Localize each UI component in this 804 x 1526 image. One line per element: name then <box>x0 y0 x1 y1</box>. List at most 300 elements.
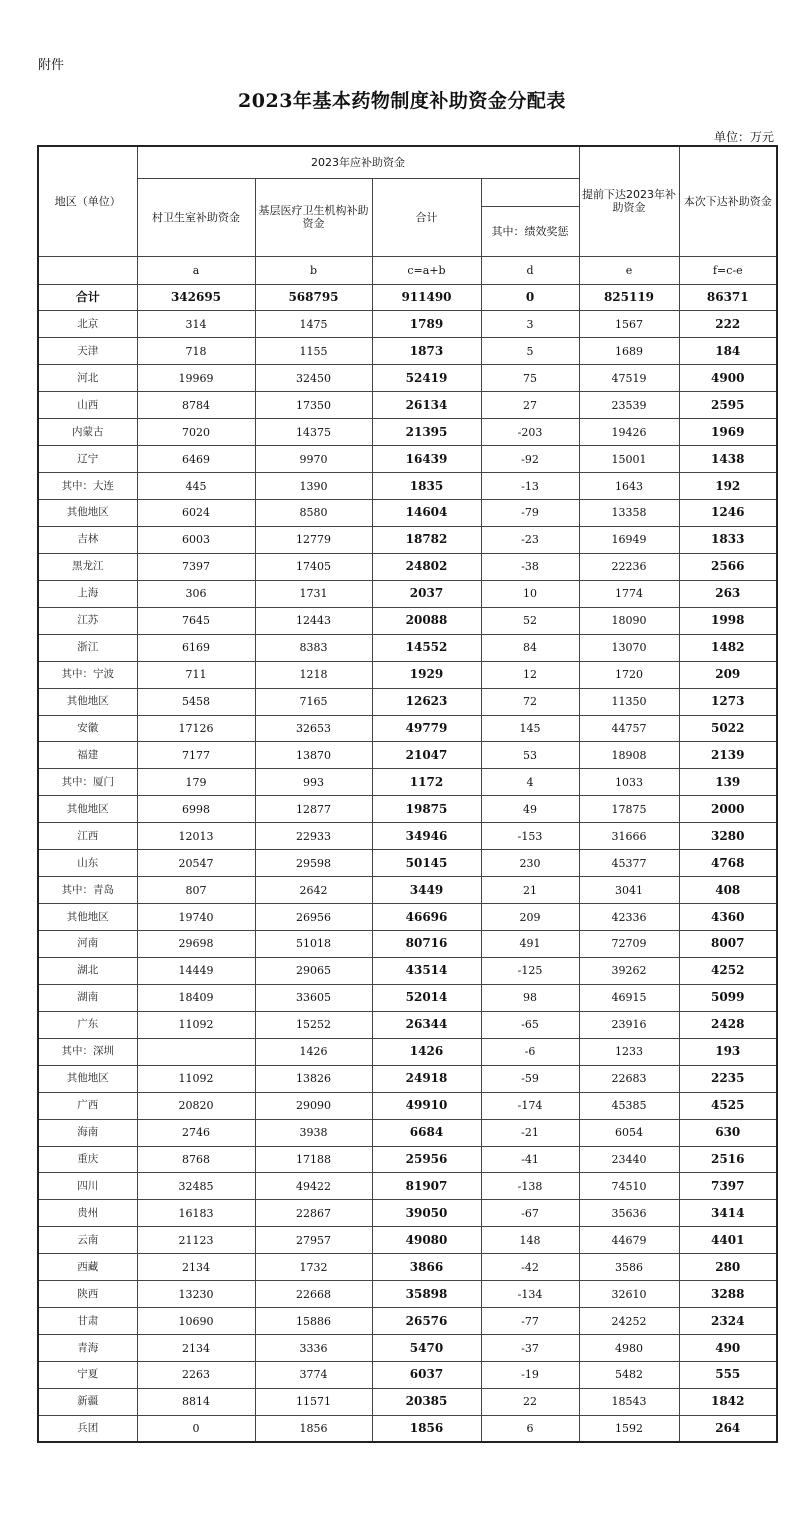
table-row <box>38 607 777 634</box>
value-cell-a: 7020 <box>137 419 255 446</box>
value-cell-f: 5099 <box>679 984 777 1011</box>
value-cell-c: 49080 <box>372 1227 481 1254</box>
value-cell-c: 81907 <box>372 1173 481 1200</box>
value-cell-d: 145 <box>481 715 579 742</box>
value-cell-e: 18543 <box>579 1388 679 1415</box>
value-cell-e: 19426 <box>579 419 679 446</box>
value-cell-b: 12779 <box>255 526 372 553</box>
value-cell-b: 1475 <box>255 311 372 338</box>
value-cell-f: 4525 <box>679 1092 777 1119</box>
value-cell-e: 44679 <box>579 1227 679 1254</box>
value-cell-f: 630 <box>679 1119 777 1146</box>
value-cell-d: 21 <box>481 877 579 904</box>
value-cell-b: 1218 <box>255 661 372 688</box>
value-cell-b: 22668 <box>255 1281 372 1308</box>
value-cell-e: 22683 <box>579 1065 679 1092</box>
value-cell-c: 16439 <box>372 446 481 473</box>
region-cell: 安徽 <box>38 715 137 742</box>
value-cell-c: 1426 <box>372 1038 481 1065</box>
table-row <box>38 1092 777 1119</box>
region-cell: 上海 <box>38 580 137 607</box>
value-cell-c: 1856 <box>372 1415 481 1442</box>
value-cell-b: 29090 <box>255 1092 372 1119</box>
value-cell-b: 17350 <box>255 392 372 419</box>
value-cell-f: 3288 <box>679 1281 777 1308</box>
region-cell: 广东 <box>38 1011 137 1038</box>
value-cell-e: 15001 <box>579 446 679 473</box>
value-cell-b: 17405 <box>255 553 372 580</box>
table-row <box>38 1388 777 1415</box>
value-cell-d: -79 <box>481 500 579 527</box>
value-cell-b: 26956 <box>255 904 372 931</box>
value-cell-d: -19 <box>481 1362 579 1389</box>
header-performance: 其中：绩效奖惩 <box>481 206 579 256</box>
value-cell-e: 47519 <box>579 365 679 392</box>
value-cell-e: 74510 <box>579 1173 679 1200</box>
value-cell-e: 1033 <box>579 769 679 796</box>
value-cell-d: 75 <box>481 365 579 392</box>
header-total: 合计 <box>372 178 481 256</box>
value-cell-a: 342695 <box>137 284 255 311</box>
header-2023-due-funds: 2023年应补助资金 <box>137 146 579 178</box>
value-cell-d: -92 <box>481 446 579 473</box>
value-cell-f: 555 <box>679 1362 777 1389</box>
value-cell-d: 10 <box>481 580 579 607</box>
header-grassroots-institutions: 基层医疗卫生机构补助资金 <box>255 178 372 256</box>
value-cell-e: 11350 <box>579 688 679 715</box>
region-cell: 兵团 <box>38 1415 137 1442</box>
value-cell-c: 21047 <box>372 742 481 769</box>
value-cell-d: 27 <box>481 392 579 419</box>
value-cell-a: 2263 <box>137 1362 255 1389</box>
value-cell-c: 3449 <box>372 877 481 904</box>
value-cell-f: 4900 <box>679 365 777 392</box>
value-cell-e: 1233 <box>579 1038 679 1065</box>
value-cell-e: 13358 <box>579 500 679 527</box>
value-cell-d: 6 <box>481 1415 579 1442</box>
value-cell-c: 1789 <box>372 311 481 338</box>
table-row <box>38 1200 777 1227</box>
value-cell-e: 4980 <box>579 1335 679 1362</box>
value-cell-d: 230 <box>481 850 579 877</box>
value-cell-a: 306 <box>137 580 255 607</box>
attachment-label: 附件 <box>38 58 65 73</box>
table-row <box>38 1119 777 1146</box>
value-cell-b: 51018 <box>255 931 372 958</box>
value-cell-e: 24252 <box>579 1308 679 1335</box>
header-code-a: a <box>137 256 255 284</box>
value-cell-f: 2324 <box>679 1308 777 1335</box>
value-cell-a: 16183 <box>137 1200 255 1227</box>
value-cell-b: 568795 <box>255 284 372 311</box>
table-row <box>38 634 777 661</box>
value-cell-c: 2037 <box>372 580 481 607</box>
value-cell-f: 139 <box>679 769 777 796</box>
table-row <box>38 688 777 715</box>
value-cell-b: 8383 <box>255 634 372 661</box>
value-cell-c: 43514 <box>372 957 481 984</box>
value-cell-f: 1998 <box>679 607 777 634</box>
region-cell: 河南 <box>38 931 137 958</box>
value-cell-f: 222 <box>679 311 777 338</box>
value-cell-f: 184 <box>679 338 777 365</box>
value-cell-e: 35636 <box>579 1200 679 1227</box>
value-cell-f: 2428 <box>679 1011 777 1038</box>
value-cell-c: 6037 <box>372 1362 481 1389</box>
table-row <box>38 1281 777 1308</box>
header-code-e: e <box>579 256 679 284</box>
region-cell: 其中：深圳 <box>38 1038 137 1065</box>
value-cell-b: 1390 <box>255 473 372 500</box>
value-cell-c: 6684 <box>372 1119 481 1146</box>
region-cell: 其他地区 <box>38 688 137 715</box>
value-cell-f: 2235 <box>679 1065 777 1092</box>
value-cell-c: 1873 <box>372 338 481 365</box>
table-row <box>38 338 777 365</box>
value-cell-d: 491 <box>481 931 579 958</box>
table-header <box>38 146 777 284</box>
value-cell-b: 1155 <box>255 338 372 365</box>
region-cell: 其中：青岛 <box>38 877 137 904</box>
region-cell: 湖北 <box>38 957 137 984</box>
region-cell: 黑龙江 <box>38 553 137 580</box>
region-cell: 云南 <box>38 1227 137 1254</box>
region-cell: 其他地区 <box>38 1065 137 1092</box>
table-row-total <box>38 284 777 311</box>
value-cell-d: 148 <box>481 1227 579 1254</box>
value-cell-f: 193 <box>679 1038 777 1065</box>
value-cell-f: 2139 <box>679 742 777 769</box>
value-cell-f: 4401 <box>679 1227 777 1254</box>
value-cell-f: 2566 <box>679 553 777 580</box>
value-cell-b: 27957 <box>255 1227 372 1254</box>
value-cell-e: 825119 <box>579 284 679 311</box>
value-cell-e: 22236 <box>579 553 679 580</box>
region-cell: 河北 <box>38 365 137 392</box>
value-cell-d: 53 <box>481 742 579 769</box>
value-cell-c: 20088 <box>372 607 481 634</box>
region-cell: 吉林 <box>38 526 137 553</box>
table-row <box>38 1011 777 1038</box>
region-cell: 其中：宁波 <box>38 661 137 688</box>
value-cell-f: 209 <box>679 661 777 688</box>
value-cell-a: 8814 <box>137 1388 255 1415</box>
value-cell-e: 39262 <box>579 957 679 984</box>
value-cell-f: 5022 <box>679 715 777 742</box>
region-cell: 辽宁 <box>38 446 137 473</box>
value-cell-e: 46915 <box>579 984 679 1011</box>
value-cell-b: 3336 <box>255 1335 372 1362</box>
region-cell: 四川 <box>38 1173 137 1200</box>
header-empty-cell <box>481 178 579 206</box>
value-cell-d: -77 <box>481 1308 579 1335</box>
value-cell-a: 6469 <box>137 446 255 473</box>
value-cell-c: 26576 <box>372 1308 481 1335</box>
table-row <box>38 1038 777 1065</box>
value-cell-b: 22867 <box>255 1200 372 1227</box>
value-cell-c: 5470 <box>372 1335 481 1362</box>
value-cell-d: -174 <box>481 1092 579 1119</box>
value-cell-b: 3774 <box>255 1362 372 1389</box>
value-cell-e: 23916 <box>579 1011 679 1038</box>
header-advance-funds: 提前下达2023年补助资金 <box>579 146 679 256</box>
value-cell-a: 32485 <box>137 1173 255 1200</box>
value-cell-c: 34946 <box>372 823 481 850</box>
value-cell-f: 408 <box>679 877 777 904</box>
value-cell-b: 33605 <box>255 984 372 1011</box>
value-cell-f: 1273 <box>679 688 777 715</box>
value-cell-d: 84 <box>481 634 579 661</box>
value-cell-a: 14449 <box>137 957 255 984</box>
value-cell-a: 7645 <box>137 607 255 634</box>
value-cell-e: 3041 <box>579 877 679 904</box>
value-cell-e: 23440 <box>579 1146 679 1173</box>
value-cell-b: 11571 <box>255 1388 372 1415</box>
value-cell-a: 7397 <box>137 553 255 580</box>
value-cell-a: 11092 <box>137 1011 255 1038</box>
table-row <box>38 1173 777 1200</box>
value-cell-a: 179 <box>137 769 255 796</box>
table-row <box>38 823 777 850</box>
value-cell-a: 20820 <box>137 1092 255 1119</box>
value-cell-f: 4252 <box>679 957 777 984</box>
value-cell-c: 52014 <box>372 984 481 1011</box>
value-cell-c: 49779 <box>372 715 481 742</box>
value-cell-d: -41 <box>481 1146 579 1173</box>
value-cell-c: 1835 <box>372 473 481 500</box>
value-cell-c: 3866 <box>372 1254 481 1281</box>
value-cell-b: 17188 <box>255 1146 372 1173</box>
value-cell-e: 1643 <box>579 473 679 500</box>
document-title: 2023年基本药物制度补助资金分配表 <box>238 90 566 112</box>
value-cell-a: 445 <box>137 473 255 500</box>
value-cell-d: -6 <box>481 1038 579 1065</box>
table-row <box>38 473 777 500</box>
value-cell-c: 911490 <box>372 284 481 311</box>
value-cell-a <box>137 1038 255 1065</box>
value-cell-a: 711 <box>137 661 255 688</box>
value-cell-f: 4768 <box>679 850 777 877</box>
value-cell-d: -203 <box>481 419 579 446</box>
value-cell-b: 1731 <box>255 580 372 607</box>
region-cell: 其他地区 <box>38 904 137 931</box>
value-cell-a: 20547 <box>137 850 255 877</box>
table-row <box>38 580 777 607</box>
region-cell: 西藏 <box>38 1254 137 1281</box>
region-cell: 内蒙古 <box>38 419 137 446</box>
value-cell-a: 19969 <box>137 365 255 392</box>
table-row <box>38 850 777 877</box>
region-cell: 其他地区 <box>38 796 137 823</box>
value-cell-a: 12013 <box>137 823 255 850</box>
region-cell: 海南 <box>38 1119 137 1146</box>
table-row <box>38 1065 777 1092</box>
value-cell-d: 49 <box>481 796 579 823</box>
region-cell: 其中：大连 <box>38 473 137 500</box>
header-code-empty <box>38 256 137 284</box>
value-cell-a: 8784 <box>137 392 255 419</box>
value-cell-f: 264 <box>679 1415 777 1442</box>
table-row <box>38 500 777 527</box>
value-cell-b: 13826 <box>255 1065 372 1092</box>
region-cell: 陕西 <box>38 1281 137 1308</box>
value-cell-b: 32653 <box>255 715 372 742</box>
region-cell: 重庆 <box>38 1146 137 1173</box>
value-cell-e: 1774 <box>579 580 679 607</box>
value-cell-a: 718 <box>137 338 255 365</box>
value-cell-f: 7397 <box>679 1173 777 1200</box>
region-cell: 北京 <box>38 311 137 338</box>
value-cell-d: -59 <box>481 1065 579 1092</box>
value-cell-a: 10690 <box>137 1308 255 1335</box>
value-cell-a: 6003 <box>137 526 255 553</box>
table-row <box>38 392 777 419</box>
value-cell-c: 1172 <box>372 769 481 796</box>
value-cell-c: 26134 <box>372 392 481 419</box>
table-row <box>38 1335 777 1362</box>
table-row <box>38 1308 777 1335</box>
value-cell-f: 1833 <box>679 526 777 553</box>
value-cell-b: 9970 <box>255 446 372 473</box>
value-cell-c: 80716 <box>372 931 481 958</box>
value-cell-d: 209 <box>481 904 579 931</box>
value-cell-a: 19740 <box>137 904 255 931</box>
value-cell-f: 263 <box>679 580 777 607</box>
value-cell-c: 12623 <box>372 688 481 715</box>
value-cell-d: -153 <box>481 823 579 850</box>
table-row <box>38 446 777 473</box>
value-cell-b: 8580 <box>255 500 372 527</box>
value-cell-b: 1426 <box>255 1038 372 1065</box>
value-cell-a: 6998 <box>137 796 255 823</box>
value-cell-e: 44757 <box>579 715 679 742</box>
value-cell-d: -125 <box>481 957 579 984</box>
value-cell-a: 6169 <box>137 634 255 661</box>
value-cell-f: 1482 <box>679 634 777 661</box>
region-cell: 合计 <box>38 284 137 311</box>
table-row <box>38 769 777 796</box>
region-cell: 江西 <box>38 823 137 850</box>
value-cell-f: 3414 <box>679 1200 777 1227</box>
region-cell: 广西 <box>38 1092 137 1119</box>
value-cell-d: 22 <box>481 1388 579 1415</box>
value-cell-a: 314 <box>137 311 255 338</box>
value-cell-a: 13230 <box>137 1281 255 1308</box>
region-cell: 浙江 <box>38 634 137 661</box>
value-cell-d: 98 <box>481 984 579 1011</box>
value-cell-e: 6054 <box>579 1119 679 1146</box>
value-cell-e: 18090 <box>579 607 679 634</box>
value-cell-b: 22933 <box>255 823 372 850</box>
value-cell-c: 39050 <box>372 1200 481 1227</box>
header-code-d: d <box>481 256 579 284</box>
region-cell: 新疆 <box>38 1388 137 1415</box>
table-row <box>38 742 777 769</box>
value-cell-d: 52 <box>481 607 579 634</box>
value-cell-f: 1438 <box>679 446 777 473</box>
value-cell-b: 12443 <box>255 607 372 634</box>
value-cell-e: 45377 <box>579 850 679 877</box>
value-cell-a: 11092 <box>137 1065 255 1092</box>
value-cell-c: 35898 <box>372 1281 481 1308</box>
value-cell-d: -42 <box>481 1254 579 1281</box>
value-cell-c: 18782 <box>372 526 481 553</box>
table-row <box>38 661 777 688</box>
value-cell-d: 0 <box>481 284 579 311</box>
value-cell-b: 32450 <box>255 365 372 392</box>
value-cell-b: 49422 <box>255 1173 372 1200</box>
value-cell-e: 23539 <box>579 392 679 419</box>
value-cell-b: 13870 <box>255 742 372 769</box>
value-cell-d: -13 <box>481 473 579 500</box>
value-cell-d: -134 <box>481 1281 579 1308</box>
value-cell-a: 18409 <box>137 984 255 1011</box>
value-cell-a: 17126 <box>137 715 255 742</box>
table-row <box>38 984 777 1011</box>
table-row <box>38 715 777 742</box>
value-cell-d: 3 <box>481 311 579 338</box>
value-cell-a: 6024 <box>137 500 255 527</box>
value-cell-e: 16949 <box>579 526 679 553</box>
value-cell-d: 5 <box>481 338 579 365</box>
value-cell-c: 49910 <box>372 1092 481 1119</box>
table-row <box>38 957 777 984</box>
value-cell-b: 7165 <box>255 688 372 715</box>
value-cell-d: -23 <box>481 526 579 553</box>
value-cell-c: 24918 <box>372 1065 481 1092</box>
value-cell-e: 1689 <box>579 338 679 365</box>
value-cell-c: 25956 <box>372 1146 481 1173</box>
value-cell-d: 72 <box>481 688 579 715</box>
value-cell-d: -21 <box>481 1119 579 1146</box>
region-cell: 天津 <box>38 338 137 365</box>
value-cell-e: 32610 <box>579 1281 679 1308</box>
value-cell-f: 1842 <box>679 1388 777 1415</box>
table-row <box>38 1254 777 1281</box>
table-row <box>38 1227 777 1254</box>
value-cell-d: 12 <box>481 661 579 688</box>
header-village-clinic: 村卫生室补助资金 <box>137 178 255 256</box>
value-cell-b: 15886 <box>255 1308 372 1335</box>
table-row <box>38 419 777 446</box>
value-cell-e: 5482 <box>579 1362 679 1389</box>
value-cell-a: 2134 <box>137 1254 255 1281</box>
value-cell-b: 1732 <box>255 1254 372 1281</box>
value-cell-e: 13070 <box>579 634 679 661</box>
value-cell-f: 2000 <box>679 796 777 823</box>
value-cell-d: -67 <box>481 1200 579 1227</box>
region-cell: 其他地区 <box>38 500 137 527</box>
value-cell-f: 280 <box>679 1254 777 1281</box>
table-row <box>38 1362 777 1389</box>
value-cell-f: 4360 <box>679 904 777 931</box>
header-code-b: b <box>255 256 372 284</box>
value-cell-b: 12877 <box>255 796 372 823</box>
value-cell-f: 3280 <box>679 823 777 850</box>
table-row <box>38 1146 777 1173</box>
value-cell-b: 3938 <box>255 1119 372 1146</box>
value-cell-e: 31666 <box>579 823 679 850</box>
header-code-f: f=c-e <box>679 256 777 284</box>
value-cell-c: 20385 <box>372 1388 481 1415</box>
value-cell-f: 86371 <box>679 284 777 311</box>
table-row <box>38 526 777 553</box>
value-cell-c: 14604 <box>372 500 481 527</box>
value-cell-f: 2595 <box>679 392 777 419</box>
region-cell: 江苏 <box>38 607 137 634</box>
value-cell-e: 18908 <box>579 742 679 769</box>
header-this-time-funds: 本次下达补助资金 <box>679 146 777 256</box>
